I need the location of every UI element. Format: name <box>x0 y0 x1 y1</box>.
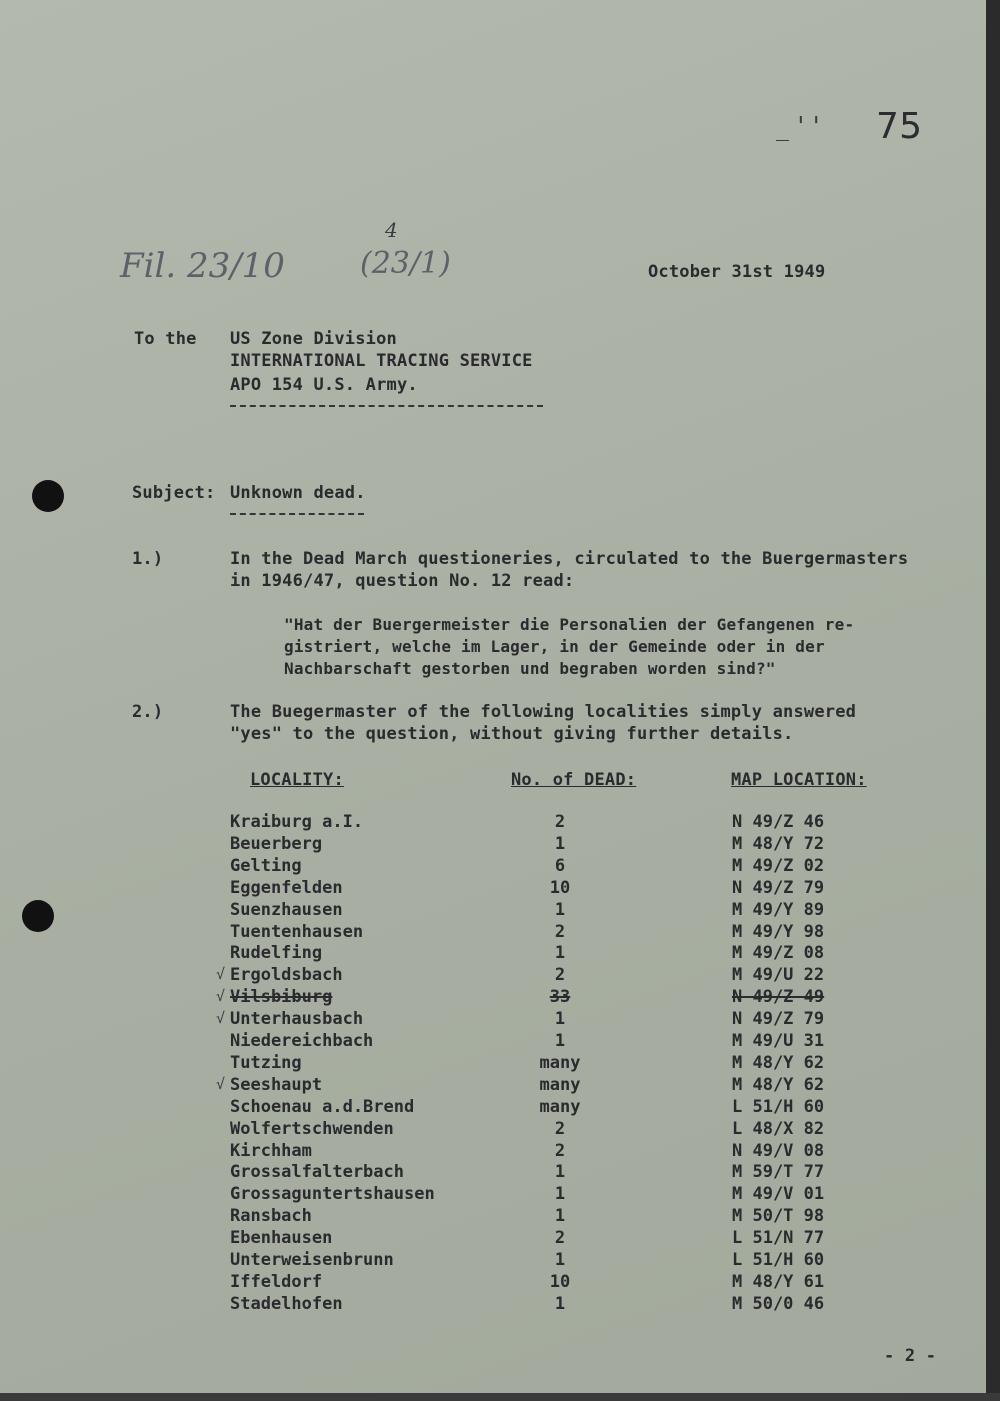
locality-cell: Unterhausbach <box>230 1009 364 1029</box>
table-row <box>0 1053 1000 1075</box>
map-location-cell: M 49/V 01 <box>732 1184 825 1204</box>
check-mark: √ <box>216 965 226 983</box>
locality-cell: Rudelfing <box>230 943 323 963</box>
ink-mark: _ ' ' <box>776 112 820 142</box>
table-row <box>0 1294 1000 1316</box>
locality-cell: Iffeldorf <box>230 1272 323 1292</box>
table-row <box>0 812 1000 834</box>
next-page-marker: - 2 - <box>884 1346 937 1366</box>
map-location-cell: M 49/Y 89 <box>732 900 825 920</box>
paragraph-text: The Buegermaster of the following localities simply answered <box>230 702 857 722</box>
check-mark: √ <box>216 1009 226 1027</box>
table-row <box>0 1162 1000 1184</box>
locality-cell: Tuentenhausen <box>230 922 364 942</box>
column-header-map: MAP LOCATION: <box>731 770 867 790</box>
locality-cell: Grossalfalterbach <box>230 1162 404 1182</box>
map-location-cell: M 59/T 77 <box>732 1162 825 1182</box>
locality-cell: Schoenau a.d.Brend <box>230 1097 415 1117</box>
dead-count-cell: 2 <box>554 922 566 942</box>
table-row <box>0 1119 1000 1141</box>
table-row <box>0 1009 1000 1031</box>
dead-count-cell: 6 <box>554 856 566 876</box>
table-row <box>0 856 1000 878</box>
paragraph-text: In the Dead March questioneries, circulated to the Buergermasters <box>230 549 909 569</box>
address-divider <box>230 405 543 407</box>
table-row <box>0 878 1000 900</box>
table-row <box>0 834 1000 856</box>
dead-count-cell: 1 <box>554 834 566 854</box>
locality-cell: Niedereichbach <box>230 1031 374 1051</box>
dead-count-cell: 1 <box>554 1162 566 1182</box>
map-location-cell: M 49/Z 08 <box>732 943 825 963</box>
dead-count-cell: 10 <box>549 1272 571 1292</box>
quoted-question: gistriert, welche im Lager, in der Gemeinde oder in der <box>284 637 825 656</box>
table-row <box>0 943 1000 965</box>
locality-cell: Vilsbiburg <box>230 987 333 1007</box>
locality-cell: Tutzing <box>230 1053 302 1073</box>
quoted-question: Nachbarschaft gestorben und begraben worden sind?" <box>284 659 776 678</box>
map-location-cell: N 49/Z 79 <box>732 878 825 898</box>
table-row <box>0 965 1000 987</box>
table-row <box>0 1206 1000 1228</box>
dead-count-cell: 1 <box>554 1184 566 1204</box>
address-line: INTERNATIONAL TRACING SERVICE <box>230 351 533 371</box>
dead-count-cell: 2 <box>554 1119 566 1139</box>
map-location-cell: M 49/Z 02 <box>732 856 825 876</box>
dead-count-cell: 2 <box>554 965 566 985</box>
handwritten-small: 4 <box>385 218 398 242</box>
dead-count-cell: 1 <box>554 900 566 920</box>
address-line: US Zone Division <box>230 329 397 349</box>
dead-count-cell: 1 <box>554 1009 566 1029</box>
dead-count-cell: 1 <box>554 1031 566 1051</box>
dead-count-cell: 2 <box>554 1228 566 1248</box>
map-location-cell: M 49/Y 98 <box>732 922 825 942</box>
map-location-cell: N 49/Z 46 <box>732 812 825 832</box>
map-location-cell: L 51/H 60 <box>732 1097 825 1117</box>
map-location-cell: L 48/X 82 <box>732 1119 825 1139</box>
table-row <box>0 1272 1000 1294</box>
dead-count-cell: many <box>539 1075 581 1095</box>
handwritten-reference: Fil. 23/10 <box>120 246 285 286</box>
paragraph-text: in 1946/47, question No. 12 read: <box>230 571 575 591</box>
handwritten-reference-paren: (23/1) <box>360 246 451 281</box>
dead-count-cell: 33 <box>549 987 571 1007</box>
paragraph-text: "yes" to the question, without giving further details. <box>230 724 794 744</box>
map-location-cell: M 49/U 22 <box>732 965 825 985</box>
dead-count-cell: 10 <box>549 878 571 898</box>
locality-cell: Eggenfelden <box>230 878 343 898</box>
subject-divider <box>230 513 364 515</box>
table-row <box>0 1097 1000 1119</box>
map-location-cell: M 49/U 31 <box>732 1031 825 1051</box>
check-mark: √ <box>216 987 226 1005</box>
dead-count-cell: many <box>539 1097 581 1117</box>
table-row <box>0 922 1000 944</box>
locality-cell: Wolfertschwenden <box>230 1119 394 1139</box>
table-row <box>0 1141 1000 1163</box>
table-row <box>0 1031 1000 1053</box>
locality-cell: Grossaguntertshausen <box>230 1184 435 1204</box>
map-location-cell: M 48/Y 62 <box>732 1075 825 1095</box>
dead-count-cell: 2 <box>554 1141 566 1161</box>
map-location-cell: N 49/Z 49 <box>732 987 825 1007</box>
paragraph-number: 1.) <box>132 549 164 569</box>
table-row <box>0 987 1000 1009</box>
locality-cell: Kirchham <box>230 1141 312 1161</box>
locality-cell: Unterweisenbrunn <box>230 1250 394 1270</box>
locality-cell: Beuerberg <box>230 834 323 854</box>
column-header-dead: No. of DEAD: <box>511 770 637 790</box>
table-row <box>0 1184 1000 1206</box>
to-label: To the <box>134 329 197 349</box>
dead-count-cell: 1 <box>554 943 566 963</box>
scan-edge-bottom <box>0 1393 1000 1401</box>
map-location-cell: N 49/Z 79 <box>732 1009 825 1029</box>
map-location-cell: M 48/Y 61 <box>732 1272 825 1292</box>
locality-cell: Seeshaupt <box>230 1075 323 1095</box>
dead-count-cell: many <box>539 1053 581 1073</box>
dead-count-cell: 1 <box>554 1294 566 1314</box>
dead-count-cell: 1 <box>554 1250 566 1270</box>
column-header-locality: LOCALITY: <box>250 770 344 790</box>
locality-cell: Ebenhausen <box>230 1228 333 1248</box>
map-location-cell: M 50/T 98 <box>732 1206 825 1226</box>
locality-cell: Ergoldsbach <box>230 965 343 985</box>
map-location-cell: N 49/V 08 <box>732 1141 825 1161</box>
map-location-cell: L 51/N 77 <box>732 1228 825 1248</box>
locality-cell: Stadelhofen <box>230 1294 343 1314</box>
locality-cell: Ransbach <box>230 1206 312 1226</box>
table-row <box>0 1228 1000 1250</box>
punch-hole <box>32 480 64 512</box>
quoted-question: "Hat der Buergermeister die Personalien der Gefangenen re- <box>284 615 855 634</box>
map-location-cell: L 51/H 60 <box>732 1250 825 1270</box>
map-location-cell: M 48/Y 72 <box>732 834 825 854</box>
table-row <box>0 1075 1000 1097</box>
dead-count-cell: 1 <box>554 1206 566 1226</box>
subject-value: Unknown dead. <box>230 483 366 503</box>
letter-date: October 31st 1949 <box>648 262 826 282</box>
subject-label: Subject: <box>132 483 216 503</box>
map-location-cell: M 50/0 46 <box>732 1294 825 1314</box>
locality-cell: Kraiburg a.I. <box>230 812 364 832</box>
locality-cell: Suenzhausen <box>230 900 343 920</box>
address-line: APO 154 U.S. Army. <box>230 375 418 395</box>
map-location-cell: M 48/Y 62 <box>732 1053 825 1073</box>
paragraph-number: 2.) <box>132 702 164 722</box>
table-row <box>0 1250 1000 1272</box>
check-mark: √ <box>216 1075 226 1093</box>
page-number: 75 <box>876 106 923 147</box>
locality-cell: Gelting <box>230 856 302 876</box>
table-row <box>0 900 1000 922</box>
dead-count-cell: 2 <box>554 812 566 832</box>
